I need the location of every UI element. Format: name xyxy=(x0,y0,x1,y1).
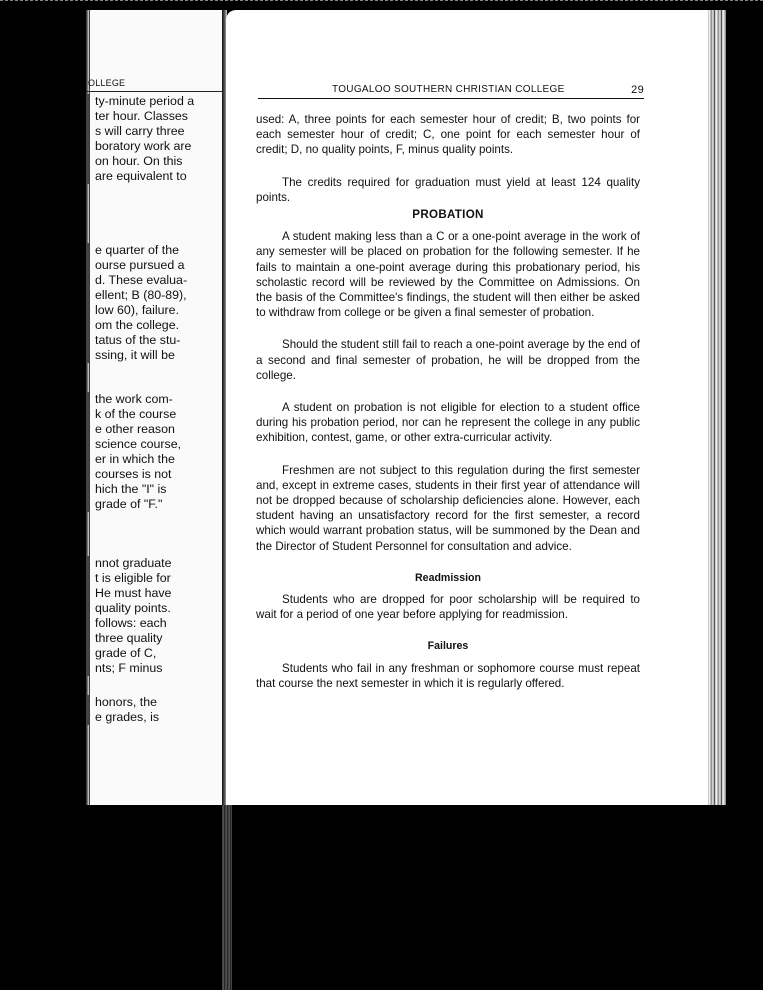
previous-page-line: ter hour. Classes xyxy=(86,109,220,124)
previous-page-line: nnot graduate xyxy=(86,556,220,571)
previous-page-line: He must have xyxy=(86,586,220,601)
previous-page-line: e other reason xyxy=(86,422,220,437)
previous-page-line: hich the "I" is xyxy=(86,482,220,497)
previous-page-line: ourse pursued a xyxy=(86,258,220,273)
readmission-paragraph: Students who are dropped for poor scholarship will be required to wait for a period of one year before applying for readmission. xyxy=(256,593,640,622)
previous-page-line: boratory work are xyxy=(86,139,220,154)
previous-page-line: tatus of the stu- xyxy=(86,333,220,348)
previous-page-line: t is eligible for xyxy=(86,571,220,586)
previous-page-line: ellent; B (80-89), xyxy=(86,288,220,303)
previous-page-line: grade of "F." xyxy=(86,497,220,512)
previous-page-header: OLLEGE xyxy=(88,78,126,88)
previous-page-line: e grades, is xyxy=(86,710,220,725)
previous-page-line: low 60), failure. xyxy=(86,303,220,318)
header-rule xyxy=(258,98,644,99)
previous-page-line: grade of C, xyxy=(86,646,220,661)
page-stack-edge xyxy=(708,10,726,805)
previous-page-fragment xyxy=(86,10,222,805)
probation-paragraph-1: A student making less than a C or a one-point average in the work of any semester will be placed on probation for the following semester. If he fails to maintain a one-point average during this probationary period, his scholastic record will be reviewed by the Committee on Admissions. On the basis of the Committee's findings, the student will then either be asked to withdraw from college or be given a final semester of probation. xyxy=(256,230,640,320)
previous-page-line: om the college. xyxy=(86,318,220,333)
probation-paragraph-4: Freshmen are not subject to this regulation during the first semester and, except in extreme cases, students in their first year of attendance will not be dropped because of scholarship deficiencies alone. However, each student having an unsatisfactory record for the first semester, a record which would warrant probation status, will be summoned by the Dean and the Director of Student Personnel for consultation and advice. xyxy=(256,463,640,553)
previous-page-line: courses is not xyxy=(86,467,220,482)
scan-top-edge xyxy=(0,0,763,4)
readmission-heading: Readmission xyxy=(415,571,481,584)
previous-page-line: er in which the xyxy=(86,452,220,467)
probation-paragraph-2: Should the student still fail to reach a one-point average by the end of a second and final semester of probation, he will be dropped from the college. xyxy=(256,338,640,382)
failures-heading: Failures xyxy=(427,640,469,653)
binding-edge xyxy=(222,805,232,990)
failures-paragraph: Students who fail in any freshman or sophomore course must repeat that course the next semester in which it is regularly offered. xyxy=(256,661,640,690)
page-content xyxy=(256,112,640,691)
previous-page-line: k of the course xyxy=(86,407,220,422)
previous-page-line: quality points. xyxy=(86,601,220,616)
grading-points-paragraph: used: A, three points for each semester hour of credit; B, two points for each semester hour of credit; C, one point for each semester hour of credit; D, no quality points, F, minus quality points. xyxy=(256,113,640,157)
previous-page-header-rule xyxy=(86,91,222,92)
previous-page-line: honors, the xyxy=(86,695,220,710)
previous-page-line: science course, xyxy=(86,437,220,452)
previous-page-line: s will carry three xyxy=(86,124,220,139)
previous-page-line: on hour. On this xyxy=(86,154,220,169)
previous-page-line: e quarter of the xyxy=(86,243,220,258)
previous-page-line: are equivalent to xyxy=(86,169,220,184)
previous-page-line: follows: each xyxy=(86,616,220,631)
previous-page-line: ssing, it will be xyxy=(86,348,220,363)
previous-page-line: d. These evalua- xyxy=(86,273,220,288)
previous-page-line: ty-minute period a xyxy=(86,94,220,109)
book-page xyxy=(226,10,712,805)
previous-page-line: the work com- xyxy=(86,392,220,407)
probation-paragraph-3: A student on probation is not eligible for election to a student office during his probation period, nor can he represent the college in any public exhibition, contest, game, or other extra-curricular activity. xyxy=(256,401,640,445)
previous-page-line: nts; F minus xyxy=(86,661,220,676)
probation-heading: PROBATION xyxy=(412,208,484,222)
page-number: 29 xyxy=(631,84,644,96)
credits-paragraph: The credits required for graduation must yield at least 124 quality points. xyxy=(256,175,640,204)
previous-page-line: three quality xyxy=(86,631,220,646)
running-title: TOUGALOO SOUTHERN CHRISTIAN COLLEGE xyxy=(332,84,565,95)
